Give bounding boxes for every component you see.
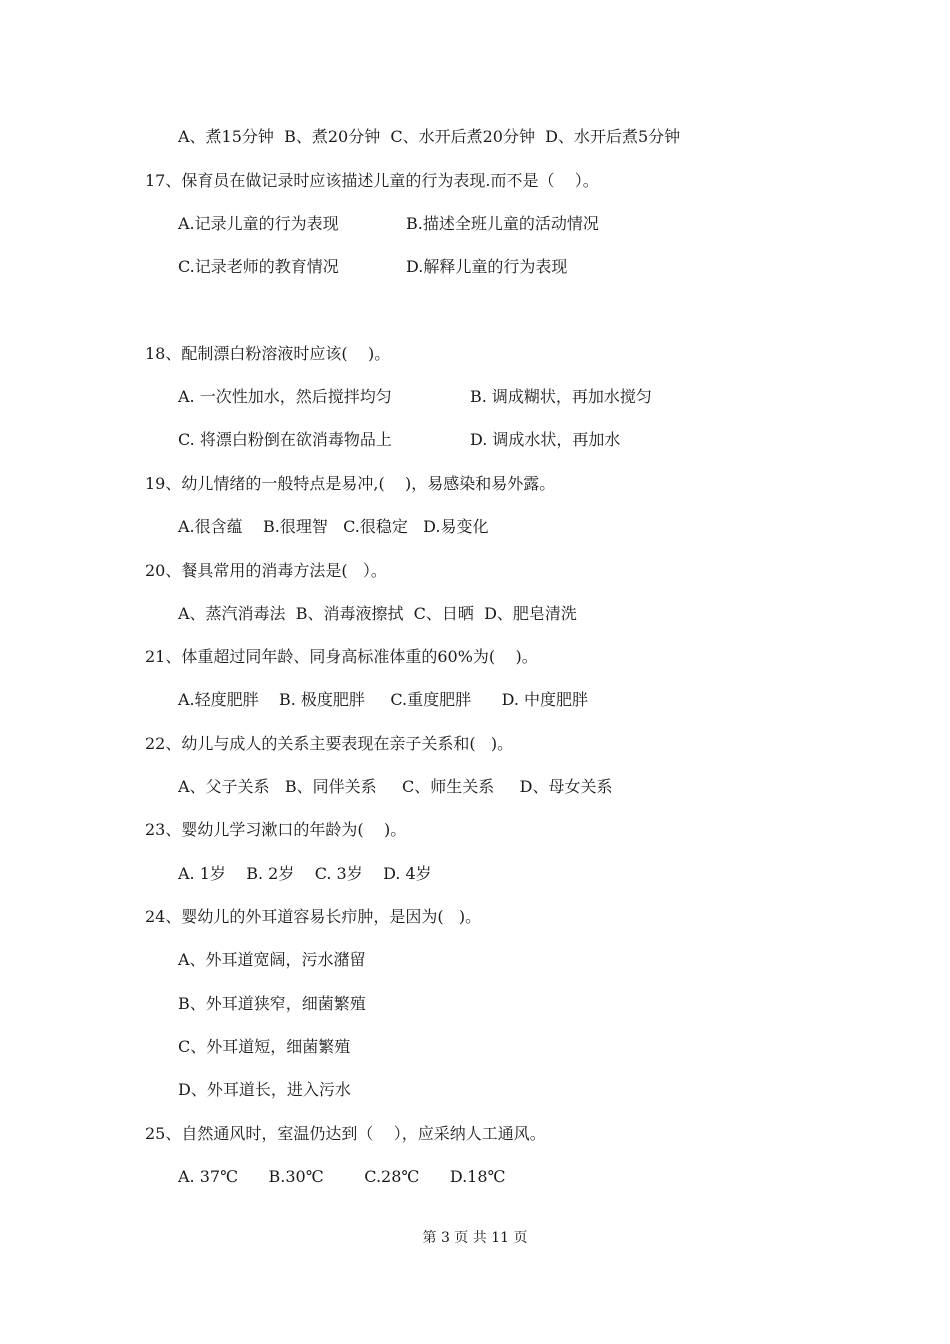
q19-options: A.很含蕴 B.很理智 C.很稳定 D.易变化 xyxy=(178,517,489,536)
q24-option-a: A、外耳道宽阔，污水潴留 xyxy=(178,950,366,969)
q24-option-b: B、外耳道狭窄，细菌繁殖 xyxy=(178,994,366,1013)
question-25: 25、自然通风时，室温仍达到（ ），应采纳人工通风。 xyxy=(145,1124,546,1143)
question-17: 17、保育员在做记录时应该描述儿童的行为表现.而不是（ ）。 xyxy=(145,171,599,190)
q18-option-a: A. 一次性加水，然后搅拌均匀 xyxy=(178,387,392,406)
q24-option-d: D、外耳道长，进入污水 xyxy=(178,1080,351,1099)
question-21: 21、体重超过同年龄、同身高标准体重的60%为( )。 xyxy=(145,647,538,666)
q24-option-c: C、外耳道短，细菌繁殖 xyxy=(178,1037,351,1056)
q20-options: A、蒸汽消毒法 B、消毒液擦拭 C、日晒 D、肥皂清洗 xyxy=(178,604,577,623)
q23-options: A. 1岁 B. 2岁 C. 3岁 D. 4岁 xyxy=(178,864,432,883)
question-18: 18、配制漂白粉溶液时应该( )。 xyxy=(145,344,391,363)
q25-options: A. 37℃ B.30℃ C.28℃ D.18℃ xyxy=(178,1167,506,1186)
q22-options: A、父子关系 B、同伴关系 C、师生关系 D、母女关系 xyxy=(178,777,613,796)
question-20: 20、餐具常用的消毒方法是( ）。 xyxy=(145,561,387,580)
q21-options: A.轻度肥胖 B. 极度肥胖 C.重度肥胖 D. 中度肥胖 xyxy=(178,690,589,709)
question-22: 22、幼儿与成人的关系主要表现在亲子关系和( )。 xyxy=(145,734,514,753)
question-24: 24、婴幼儿的外耳道容易长疖肿，是因为( )。 xyxy=(145,907,482,926)
q16-options: A、煮15分钟 B、煮20分钟 C、水开后煮20分钟 D、水开后煮5分钟 xyxy=(178,127,681,146)
q17-option-a: A.记录儿童的行为表现 xyxy=(178,214,339,233)
q17-option-c: C.记录老师的教育情况 xyxy=(178,257,339,276)
q17-option-b: B.描述全班儿童的活动情况 xyxy=(406,214,599,233)
q17-option-d: D.解释儿童的行为表现 xyxy=(406,257,568,276)
q18-option-d: D. 调成水状，再加水 xyxy=(470,430,621,449)
q18-option-b: B. 调成糊状，再加水搅匀 xyxy=(470,387,652,406)
question-23: 23、婴幼儿学习漱口的年龄为( )。 xyxy=(145,820,407,839)
page-number-footer: 第 3 页 共 11 页 xyxy=(422,1230,528,1246)
q18-option-c: C. 将漂白粉倒在欲消毒物品上 xyxy=(178,430,392,449)
question-19: 19、幼儿情绪的一般特点是易冲,( )，易感染和易外露。 xyxy=(145,474,556,493)
